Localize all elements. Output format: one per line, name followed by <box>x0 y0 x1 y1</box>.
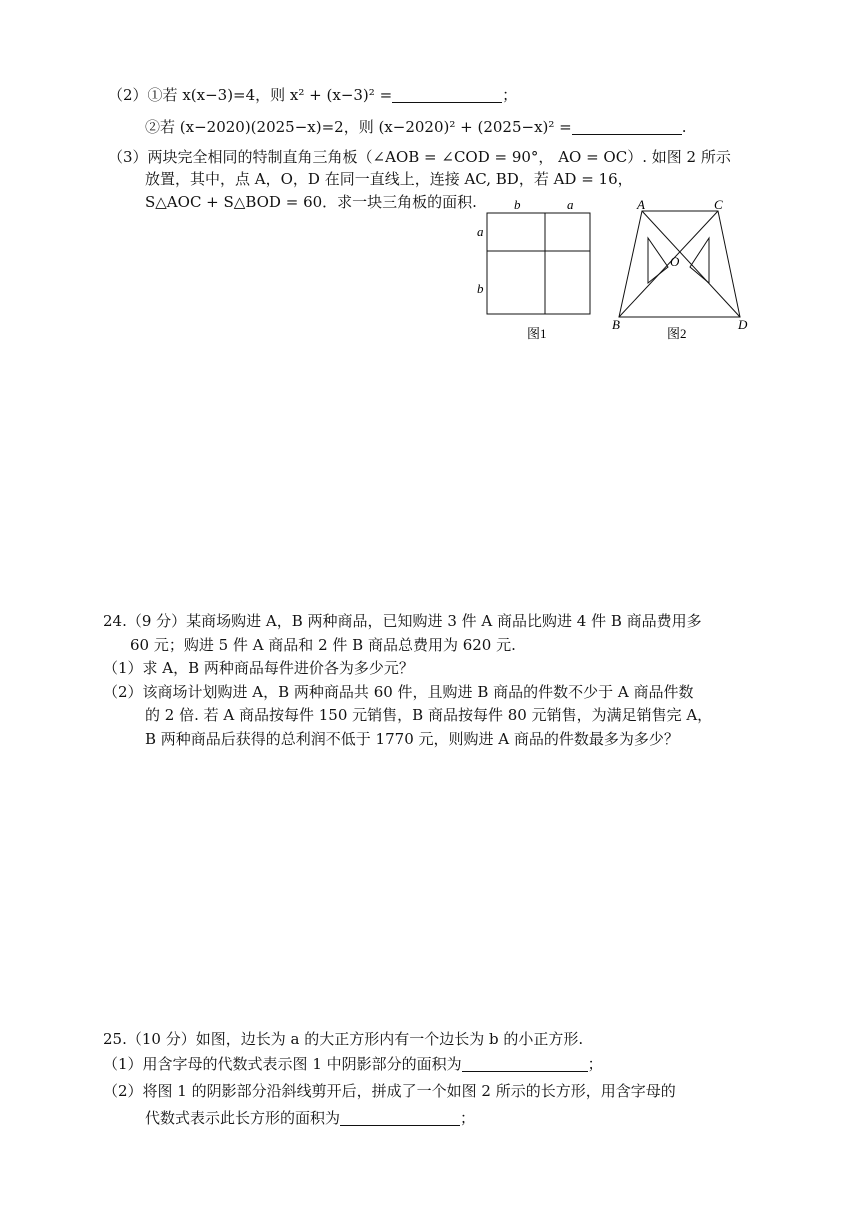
fig2-label-C: C <box>714 197 723 212</box>
q24-part2-text2: 的 2 倍. 若 A 商品按每件 150 元销售，B 商品按每件 80 元销售，为满足销售完 A， <box>145 706 713 724</box>
q23-part2-eq2-text: ②若 (x−2020)(2025−x)=2，则 (x−2020)² + (2025−x)² = <box>145 118 572 136</box>
fig2-left-triangle-hole <box>648 238 668 283</box>
fig1-outer-square <box>487 213 590 314</box>
q24-text2: 60 元；购进 5 件 A 商品和 2 件 B 商品总费用为 620 元. <box>130 636 516 654</box>
q25-line1 <box>103 1028 583 1050</box>
q25-part2-text2: 代数式表示此长方形的面积为 <box>145 1109 341 1127</box>
fig2-label-B: B <box>612 317 620 332</box>
fig2-line-CB <box>619 211 718 317</box>
q23-part3-line1 <box>108 146 731 168</box>
q23-part3-line3 <box>145 191 477 213</box>
q24-part1-text: （1）求 A，B 两种商品每件进价各为多少元？ <box>103 659 414 677</box>
fig2-line-AD <box>642 211 740 317</box>
q23-part3-text1: 两块完全相同的特制直角三角板（∠AOB = ∠COD = 90°， AO = OC）. 如图 2 所示 <box>147 148 731 166</box>
q23-part2-eq1-answer-blank[interactable] <box>392 86 502 103</box>
q24-part1 <box>103 657 414 679</box>
q23-part2-line1 <box>108 84 517 106</box>
q24-part2-text3: B 两种商品后获得的总利润不低于 1770 元，则购进 A 商品的件数最多为多少？ <box>145 730 679 748</box>
fig2-label-A: A <box>637 197 645 212</box>
q25-part2-line1 <box>103 1080 676 1102</box>
fig2-trapezoid <box>619 211 740 317</box>
figure-2 <box>604 196 764 346</box>
q23-part2-label: （2） <box>108 86 148 104</box>
q23-part3-line2 <box>145 168 633 190</box>
q25-part2-answer-blank[interactable] <box>340 1109 460 1126</box>
q24-text1: 24.（9 分）某商场购进 A，B 两种商品，已知购进 3 件 A 商品比购进 4 件 B 商品费用多 <box>103 612 702 630</box>
q23-part2-line2 <box>145 116 687 138</box>
q24-line1 <box>103 610 702 632</box>
figure-1 <box>470 196 610 346</box>
q25-part1-text: （1）用含字母的代数式表示图 1 中阴影部分的面积为 <box>103 1055 462 1073</box>
q23-part2-eq2-answer-blank[interactable] <box>572 118 682 135</box>
q25-text1: 25.（10 分）如图，边长为 a 的大正方形内有一个边长为 b 的小正方形. <box>103 1030 584 1048</box>
q23-part3-text3: S△AOC + S△BOD = 60．求一块三角板的面积. <box>145 193 477 211</box>
q23-part2-eq2-end: . <box>681 118 687 136</box>
q23-part2-eq1-end: ； <box>502 86 518 104</box>
q25-part2-end: ； <box>460 1109 476 1127</box>
fig2-label-O: O <box>670 254 680 269</box>
fig1-caption: 图1 <box>527 326 547 341</box>
q25-part1-end: ； <box>587 1055 603 1073</box>
q23-part2-eq1-text: ①若 x(x−3)=4，则 x² + (x−3)² = <box>147 86 393 104</box>
q23-part3-text2: 放置，其中，点 A，O，D 在同一直线上，连接 AC, BD，若 AD = 16， <box>145 170 633 188</box>
fig1-label-left-b: b <box>477 281 484 296</box>
q24-line2 <box>130 634 516 656</box>
fig2-right-triangle-hole <box>690 238 709 283</box>
q25-part2-text1: （2）将图 1 的阴影部分沿斜线剪开后，拼成了一个如图 2 所示的长方形，用含字母的 <box>103 1082 676 1100</box>
q24-part2-text1: （2）该商场计划购进 A，B 两种商品共 60 件，且购进 B 商品的件数不少于 A 商品件数 <box>103 683 694 701</box>
q24-part2-line2 <box>145 704 712 726</box>
q25-part1 <box>103 1053 603 1075</box>
q25-part2-line2 <box>145 1107 475 1129</box>
fig1-label-top-a: a <box>567 197 574 212</box>
fig1-label-top-b: b <box>514 197 521 212</box>
q25-part1-answer-blank[interactable] <box>462 1055 588 1072</box>
fig2-label-D: D <box>738 317 748 332</box>
q24-part2-line1 <box>103 681 694 703</box>
q23-part3-label: （3） <box>108 148 148 166</box>
fig1-label-left-a: a <box>477 224 484 239</box>
fig2-caption: 图2 <box>667 326 687 341</box>
q24-part2-line3 <box>145 728 679 750</box>
